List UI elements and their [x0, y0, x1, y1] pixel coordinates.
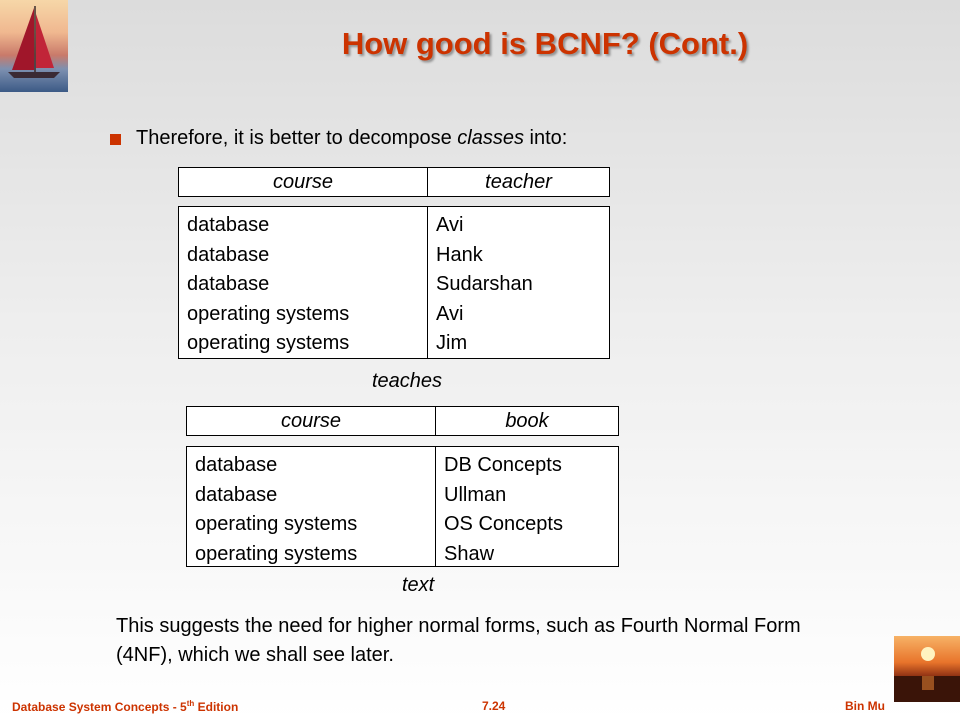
footer-book-title: Database System Concepts - 5th Edition [12, 699, 239, 714]
table-cell: operating systems [195, 542, 358, 565]
table-cell: database [195, 454, 278, 476]
square-bullet-icon [110, 134, 121, 145]
table-cell: operating systems [187, 302, 350, 325]
table-cell: Avi [436, 302, 464, 325]
bullet-point [110, 127, 567, 150]
table-cell: DB Concepts [444, 454, 562, 476]
text-caption: text [402, 574, 435, 596]
table-cell: database [187, 273, 270, 295]
teaches-header [178, 167, 610, 197]
bullet-text: Therefore, it is better to decompose classes into: [136, 127, 568, 149]
book-column [435, 447, 618, 566]
course-column [179, 207, 427, 358]
table-cell: Jim [436, 332, 468, 354]
table-cell: database [187, 214, 270, 236]
header-course: course [280, 409, 342, 432]
conclusion-paragraph: This suggests the need for higher normal forms, such as Fourth Normal Form (4NF), which we shall see later. [116, 615, 801, 666]
table-cell: OS Concepts [444, 513, 563, 535]
table-cell: database [187, 243, 270, 266]
table-cell: Ullman [444, 483, 507, 506]
sunset-image [894, 636, 960, 702]
table-cell: Sudarshan [436, 273, 533, 295]
teacher-column [427, 207, 609, 358]
text-header [186, 406, 619, 436]
footer-author: Bin Mu [845, 699, 885, 713]
header-book: book [435, 407, 618, 435]
table-cell: operating systems [187, 332, 350, 354]
table-cell: database [195, 483, 278, 506]
footer-page-number: 7.24 [482, 699, 506, 713]
text-table [186, 446, 619, 567]
table-cell: Hank [436, 243, 483, 266]
teaches-table [178, 206, 610, 359]
teaches-caption: teaches [372, 370, 443, 392]
header-teacher: teacher [427, 168, 609, 196]
table-cell: Avi [436, 214, 464, 236]
course-column [187, 447, 435, 566]
header-course: course [272, 170, 334, 193]
table-cell: Shaw [444, 542, 495, 565]
table-cell: operating systems [195, 513, 358, 535]
slide-title: How good is BCNF? (Cont.) [341, 26, 749, 61]
